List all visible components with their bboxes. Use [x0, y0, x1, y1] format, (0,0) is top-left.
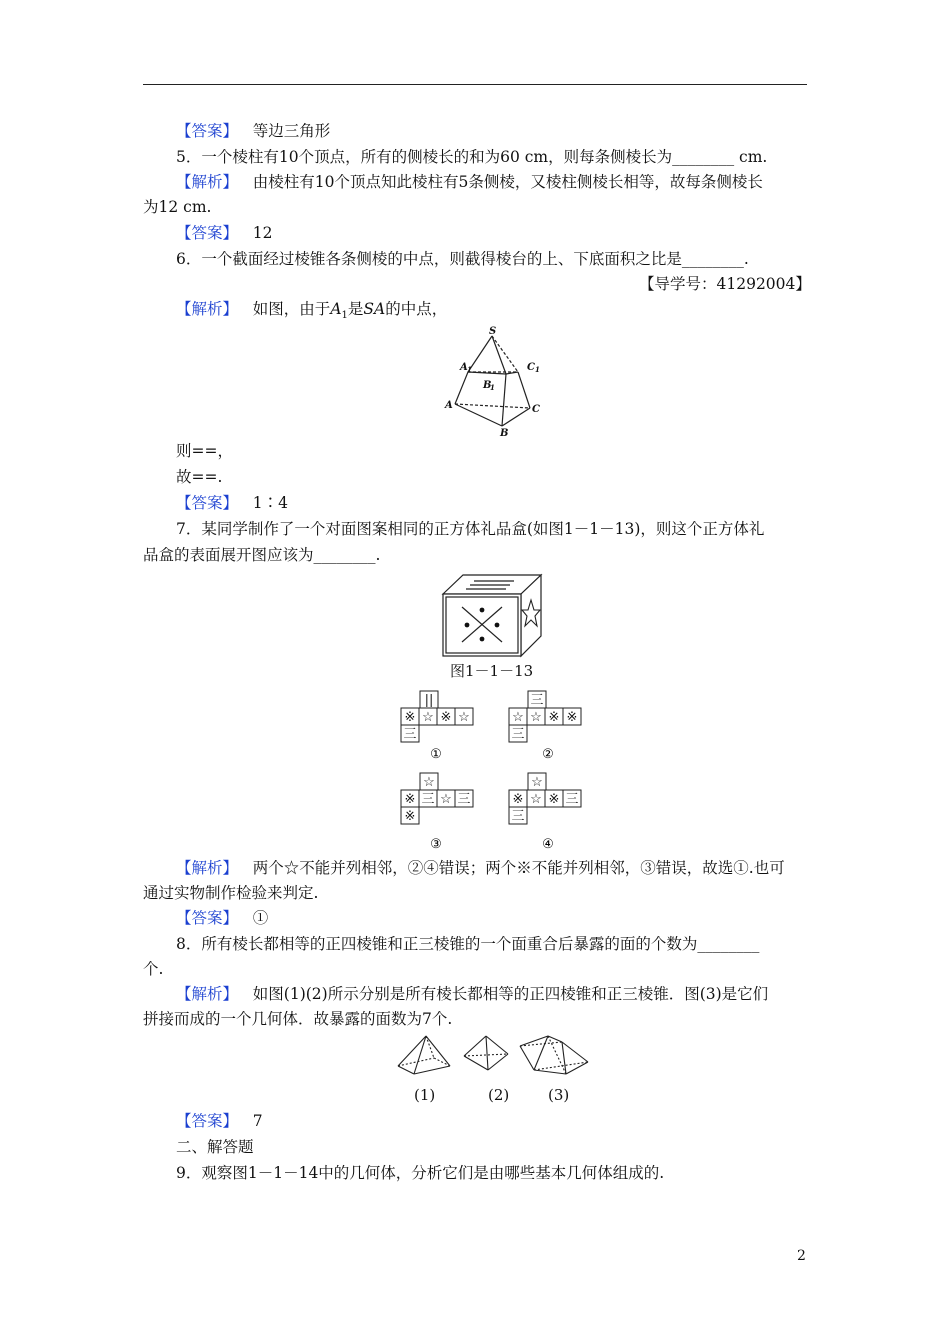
answer-line	[176, 492, 288, 514]
label-c1: C	[527, 362, 535, 373]
net-face: ☆	[440, 792, 452, 807]
figure-label-2: (2)	[488, 1086, 510, 1104]
cube-net-3	[400, 772, 480, 852]
net-face: ※	[548, 792, 560, 807]
answer-text: 1∶4	[252, 494, 289, 512]
net-face: 三	[530, 693, 544, 708]
figure-caption: 图1－1－13	[450, 662, 534, 680]
cube-net-1	[400, 690, 480, 760]
figure-label-3: (3)	[548, 1086, 570, 1104]
solids-figure	[396, 1032, 592, 1080]
net-face: ※	[512, 792, 524, 807]
net-face: ※	[404, 809, 416, 824]
net-face: 三	[421, 792, 435, 807]
net-face: ☆	[530, 710, 542, 725]
analysis-tag: 【解析】	[176, 985, 239, 1003]
analysis-tag: 【解析】	[176, 173, 239, 191]
question-8: 8．所有棱长都相等的正四棱锥和正三棱锥的一个面重合后暴露的面的个数为________	[176, 935, 760, 953]
label-subscript: 1	[535, 365, 540, 374]
net-face: ☆	[422, 710, 434, 725]
net-face: ※	[404, 792, 416, 807]
net-face: ||	[424, 693, 434, 708]
analysis-continued: 拼接而成的一个几何体．故暴露的面数为7个.	[143, 1010, 453, 1028]
answer-text: 12	[252, 224, 273, 242]
net-face: ☆	[458, 710, 470, 725]
point-label: A	[330, 300, 342, 318]
answer-tag: 【答案】	[176, 494, 239, 512]
analysis-text: 两个☆不能并列相邻，②④错误；两个※不能并列相邻，③错误，故选①.也可	[252, 859, 785, 877]
answer-line	[176, 222, 273, 244]
answer-line	[176, 1110, 263, 1132]
net-label: ②	[542, 747, 554, 760]
answer-line	[176, 120, 330, 142]
answer-text: 7	[252, 1112, 263, 1130]
question-continued: 品盒的表面展开图应该为________.	[143, 546, 381, 564]
label-a1: A	[460, 362, 468, 373]
question-continued: 个.	[143, 960, 164, 978]
segment-label: SA	[363, 300, 386, 318]
figure-label-1: (1)	[414, 1086, 436, 1104]
net-face: ☆	[512, 710, 524, 725]
answer-line	[176, 907, 268, 929]
page-number: 2	[797, 1248, 806, 1264]
net-face: 三	[457, 792, 471, 807]
label-subscript: 1	[490, 383, 495, 392]
analysis-tag: 【解析】	[176, 300, 239, 318]
net-face: ※	[440, 710, 452, 725]
label-b1: B	[483, 380, 492, 391]
analysis-text: 是	[347, 300, 364, 318]
analysis-continued: 通过实物制作检验来判定.	[143, 884, 319, 902]
subscript: 1	[341, 310, 348, 322]
formula-line: 故==.	[176, 468, 223, 486]
net-face: ※	[566, 710, 578, 725]
analysis-text: 由棱柱有10个顶点知此棱柱有5条侧棱，又棱柱侧棱长相等，故每条侧棱长	[252, 173, 763, 191]
analysis-continued: 为12 cm.	[143, 198, 212, 216]
cube-figure	[440, 572, 544, 658]
net-face: 三	[565, 792, 579, 807]
net-face: 三	[511, 809, 525, 824]
header-rule	[143, 84, 807, 85]
cube-net-2	[508, 690, 588, 760]
formula-line: 则==，	[176, 442, 233, 460]
analysis-text: 的中点，	[385, 300, 448, 318]
net-label: ③	[430, 837, 442, 852]
analysis-line	[176, 857, 785, 879]
net-face: ☆	[531, 775, 543, 790]
net-label: ④	[542, 837, 554, 852]
net-face: ☆	[423, 775, 435, 790]
net-face: 三	[511, 727, 525, 742]
analysis-text: 如图(1)(2)所示分别是所有棱长都相等的正四棱锥和正三棱锥．图(3)是它们	[252, 985, 769, 1003]
net-label: ①	[430, 747, 442, 760]
question-9: 9．观察图1－1－14中的几何体，分析它们是由哪些基本几何体组成的.	[176, 1164, 665, 1182]
cube-net-4	[508, 772, 588, 852]
answer-tag: 【答案】	[176, 122, 239, 140]
net-face: ※	[548, 710, 560, 725]
question-5: 5．一个棱柱有10个顶点，所有的侧棱长的和为60 cm，则每条侧棱长为________ cm.	[176, 148, 768, 166]
answer-text: 等边三角形	[252, 122, 331, 140]
question-7: 7．某同学制作了一个对面图案相同的正方体礼品盒(如图1－1－13)，则这个正方体礼	[176, 520, 765, 538]
guide-number: 【导学号：41292004】	[639, 275, 811, 293]
section-heading: 二、解答题	[176, 1138, 254, 1156]
analysis-text: 如图，由于	[252, 300, 331, 318]
answer-tag: 【答案】	[176, 1112, 239, 1130]
analysis-line	[176, 983, 768, 1005]
answer-tag: 【答案】	[176, 224, 239, 242]
label-subscript: 1	[467, 365, 472, 374]
net-face: ※	[404, 710, 416, 725]
label-c: C	[532, 404, 540, 415]
answer-text: ①	[252, 909, 269, 927]
analysis-tag: 【解析】	[176, 859, 239, 877]
net-face: ☆	[530, 792, 542, 807]
pyramid-figure	[440, 322, 550, 438]
answer-tag: 【答案】	[176, 909, 239, 927]
label-a: A	[445, 400, 453, 411]
question-6: 6．一个截面经过棱锥各条侧棱的中点，则截得棱台的上、下底面积之比是________.	[176, 250, 749, 268]
analysis-line	[176, 171, 763, 193]
net-face: 三	[403, 727, 417, 742]
label-s: S	[489, 326, 497, 337]
analysis-line	[176, 298, 447, 327]
label-b: B	[500, 428, 509, 438]
